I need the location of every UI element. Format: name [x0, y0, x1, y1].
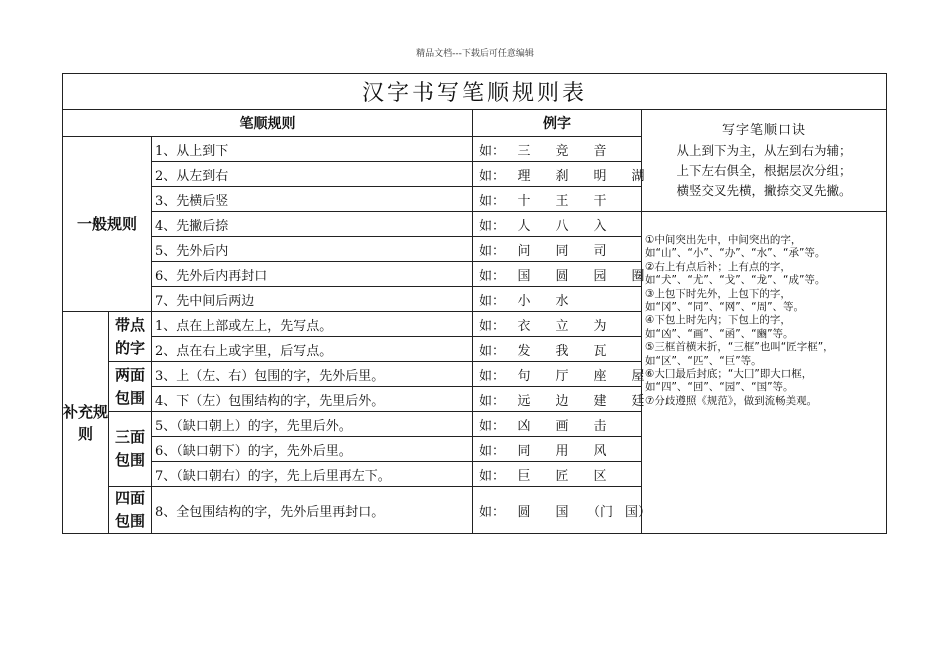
- group-three-sided: 三面包围: [109, 412, 152, 487]
- example-chars: [473, 487, 652, 534]
- example-char: 屋: [631, 368, 645, 384]
- example-char: 湖: [631, 168, 645, 184]
- example-char: 司: [593, 243, 607, 259]
- mnemonic-line: 上下左右俱全，根据层次分组；: [676, 162, 852, 178]
- example-char: 人: [517, 218, 531, 234]
- example-chars: [473, 387, 645, 412]
- example-char: 区: [593, 468, 607, 484]
- example-char: 衣: [517, 318, 531, 334]
- example-char: 击: [593, 418, 607, 434]
- example-char: 为: [593, 318, 607, 334]
- example-chars: [473, 437, 642, 462]
- note-item: ⑤三框首横末折，“三框”也叫“匠字框”，如“区”、“匹”、“巨”等。: [645, 341, 834, 367]
- example-chars: [473, 287, 642, 312]
- example-char: 干: [593, 193, 607, 209]
- example-char: 画: [555, 418, 569, 434]
- rule-text: 1、从上到下: [152, 137, 473, 162]
- example-char: （门: [587, 504, 614, 520]
- example-char: 音: [593, 143, 607, 159]
- rule-text: 7、先中间后两边: [152, 287, 473, 312]
- example-char: 十: [517, 193, 531, 209]
- example-prefix: 如：: [479, 218, 506, 234]
- example-char: 匠: [555, 468, 569, 484]
- rule-text: 6、先外后内再封口: [152, 262, 473, 287]
- rule-text: 2、从左到右: [152, 162, 473, 187]
- rule-text: 3、先横后竖: [152, 187, 473, 212]
- example-char: 厅: [555, 368, 569, 384]
- rule-text: 1、点在上部或左上，先写点。: [152, 312, 473, 337]
- rule-text: 5、先外后内: [152, 237, 473, 262]
- note-item: ②右上有点后补；上有点的字，如“犬”、“尤”、“戈”、“龙”、“成”等。: [645, 260, 826, 287]
- example-prefix: 如：: [479, 268, 506, 284]
- example-chars: [473, 137, 642, 162]
- example-char: 瓦: [593, 343, 607, 359]
- example-prefix: 如：: [479, 143, 506, 159]
- example-char: 刹: [555, 168, 569, 184]
- example-chars: [473, 337, 642, 362]
- example-char: 国）: [625, 504, 652, 520]
- mnemonic-line: 横竖交叉先横，撇捺交叉先撇。: [676, 182, 852, 198]
- example-char: 圈: [631, 268, 645, 284]
- example-prefix: 如：: [479, 193, 506, 209]
- rule-text: 2、点在右上或字里，后写点。: [152, 337, 473, 362]
- example-char: 风: [593, 443, 607, 459]
- example-char: 立: [555, 318, 569, 334]
- example-char: 国: [517, 268, 531, 284]
- example-chars: [473, 462, 642, 487]
- column-header-examples: 例字: [473, 110, 642, 137]
- mnemonic-line: 从上到下为主，从左到右为辅；: [676, 142, 852, 158]
- example-char: 用: [555, 443, 569, 459]
- example-prefix: 如：: [479, 168, 506, 184]
- example-char: 问: [517, 243, 531, 259]
- example-char: 三: [517, 143, 531, 159]
- note-item: ④下包上时先内；下包上的字，如“凶”、“画”、“函”、“豳”等。: [645, 314, 794, 340]
- rule-text: 5、（缺口朝上）的字，先里后外。: [152, 412, 473, 437]
- example-prefix: 如：: [479, 468, 506, 484]
- example-chars: [473, 312, 642, 337]
- example-char: 边: [555, 393, 569, 409]
- column-header-rules: 笔顺规则: [63, 110, 473, 137]
- group-dot: 带点的字: [109, 312, 152, 362]
- table-title: 汉字书写笔顺规则表: [63, 74, 887, 110]
- example-char: 凶: [517, 418, 531, 434]
- example-chars: [473, 187, 642, 212]
- example-char: 建: [593, 393, 607, 409]
- header-note: 精品文档---下载后可任意编辑: [416, 49, 534, 59]
- example-char: 小: [517, 293, 531, 309]
- rule-text: 6、（缺口朝下）的字，先外后里。: [152, 437, 473, 462]
- stroke-order-table: [62, 73, 887, 534]
- example-prefix: 如：: [479, 418, 506, 434]
- example-prefix: 如：: [479, 393, 506, 409]
- example-chars: [473, 262, 645, 287]
- example-char: 同: [555, 243, 569, 259]
- example-prefix: 如：: [479, 504, 506, 520]
- note-item: ③上包下时先外，上包下的字，如“冈”、“同”、“网”、“周”、等。: [645, 287, 805, 314]
- rule-text: 8、全包围结构的字，先外后里再封口。: [152, 487, 473, 534]
- supplement-rules-label: 补充规则: [63, 312, 109, 534]
- group-four-sided: 四面包围: [109, 487, 152, 534]
- example-char: 国: [555, 504, 569, 520]
- example-char: 我: [555, 343, 569, 359]
- example-char: 圆: [517, 504, 531, 520]
- example-prefix: 如：: [479, 343, 506, 359]
- example-char: 理: [517, 168, 531, 184]
- example-prefix: 如：: [479, 318, 506, 334]
- example-char: 入: [593, 218, 607, 234]
- example-chars: [473, 212, 642, 237]
- group-two-sided: 两面包围: [109, 362, 152, 412]
- example-char: 竞: [555, 143, 569, 159]
- note-item: ①中间突出先中，中间突出的字，如“山”、“小”、“办”、“水”、“承”等。: [645, 234, 826, 260]
- example-char: 廷: [631, 393, 645, 409]
- example-chars: [473, 412, 642, 437]
- note-item: ⑦分歧遵照《规范》，做到流畅美观。: [645, 394, 818, 407]
- rule-text: 7、（缺口朝右）的字，先上后里再左下。: [152, 462, 473, 487]
- rule-text: 4、下（左）包围结构的字，先里后外。: [152, 387, 473, 412]
- rule-text: 4、先撇后捺: [152, 212, 473, 237]
- note-item: ⑥大囗最后封底；“大囗”即大口框，如“四”、“回”、“园”、“国”等。: [645, 368, 813, 394]
- example-char: 王: [555, 193, 569, 209]
- example-chars: [473, 362, 645, 387]
- example-char: 明: [593, 168, 607, 184]
- mnemonic-cell: [642, 110, 887, 212]
- general-rules-label: 一般规则: [63, 137, 152, 312]
- example-char: 八: [555, 218, 569, 234]
- example-char: 句: [517, 368, 531, 384]
- notes-cell: [642, 212, 887, 534]
- example-char: 水: [555, 293, 569, 309]
- example-chars: [473, 162, 645, 187]
- example-char: 巨: [517, 468, 531, 484]
- example-char: 园: [593, 268, 607, 284]
- example-char: 同: [517, 443, 531, 459]
- example-char: 远: [517, 393, 531, 409]
- example-chars: [473, 237, 642, 262]
- example-prefix: 如：: [479, 293, 506, 309]
- example-prefix: 如：: [479, 243, 506, 259]
- example-prefix: 如：: [479, 443, 506, 459]
- rule-text: 3、上（左、右）包围的字，先外后里。: [152, 362, 473, 387]
- mnemonic-title: 写字笔顺口诀: [721, 122, 806, 138]
- example-char: 圆: [555, 268, 569, 284]
- example-prefix: 如：: [479, 368, 506, 384]
- example-char: 发: [517, 343, 531, 359]
- example-char: 座: [593, 368, 607, 384]
